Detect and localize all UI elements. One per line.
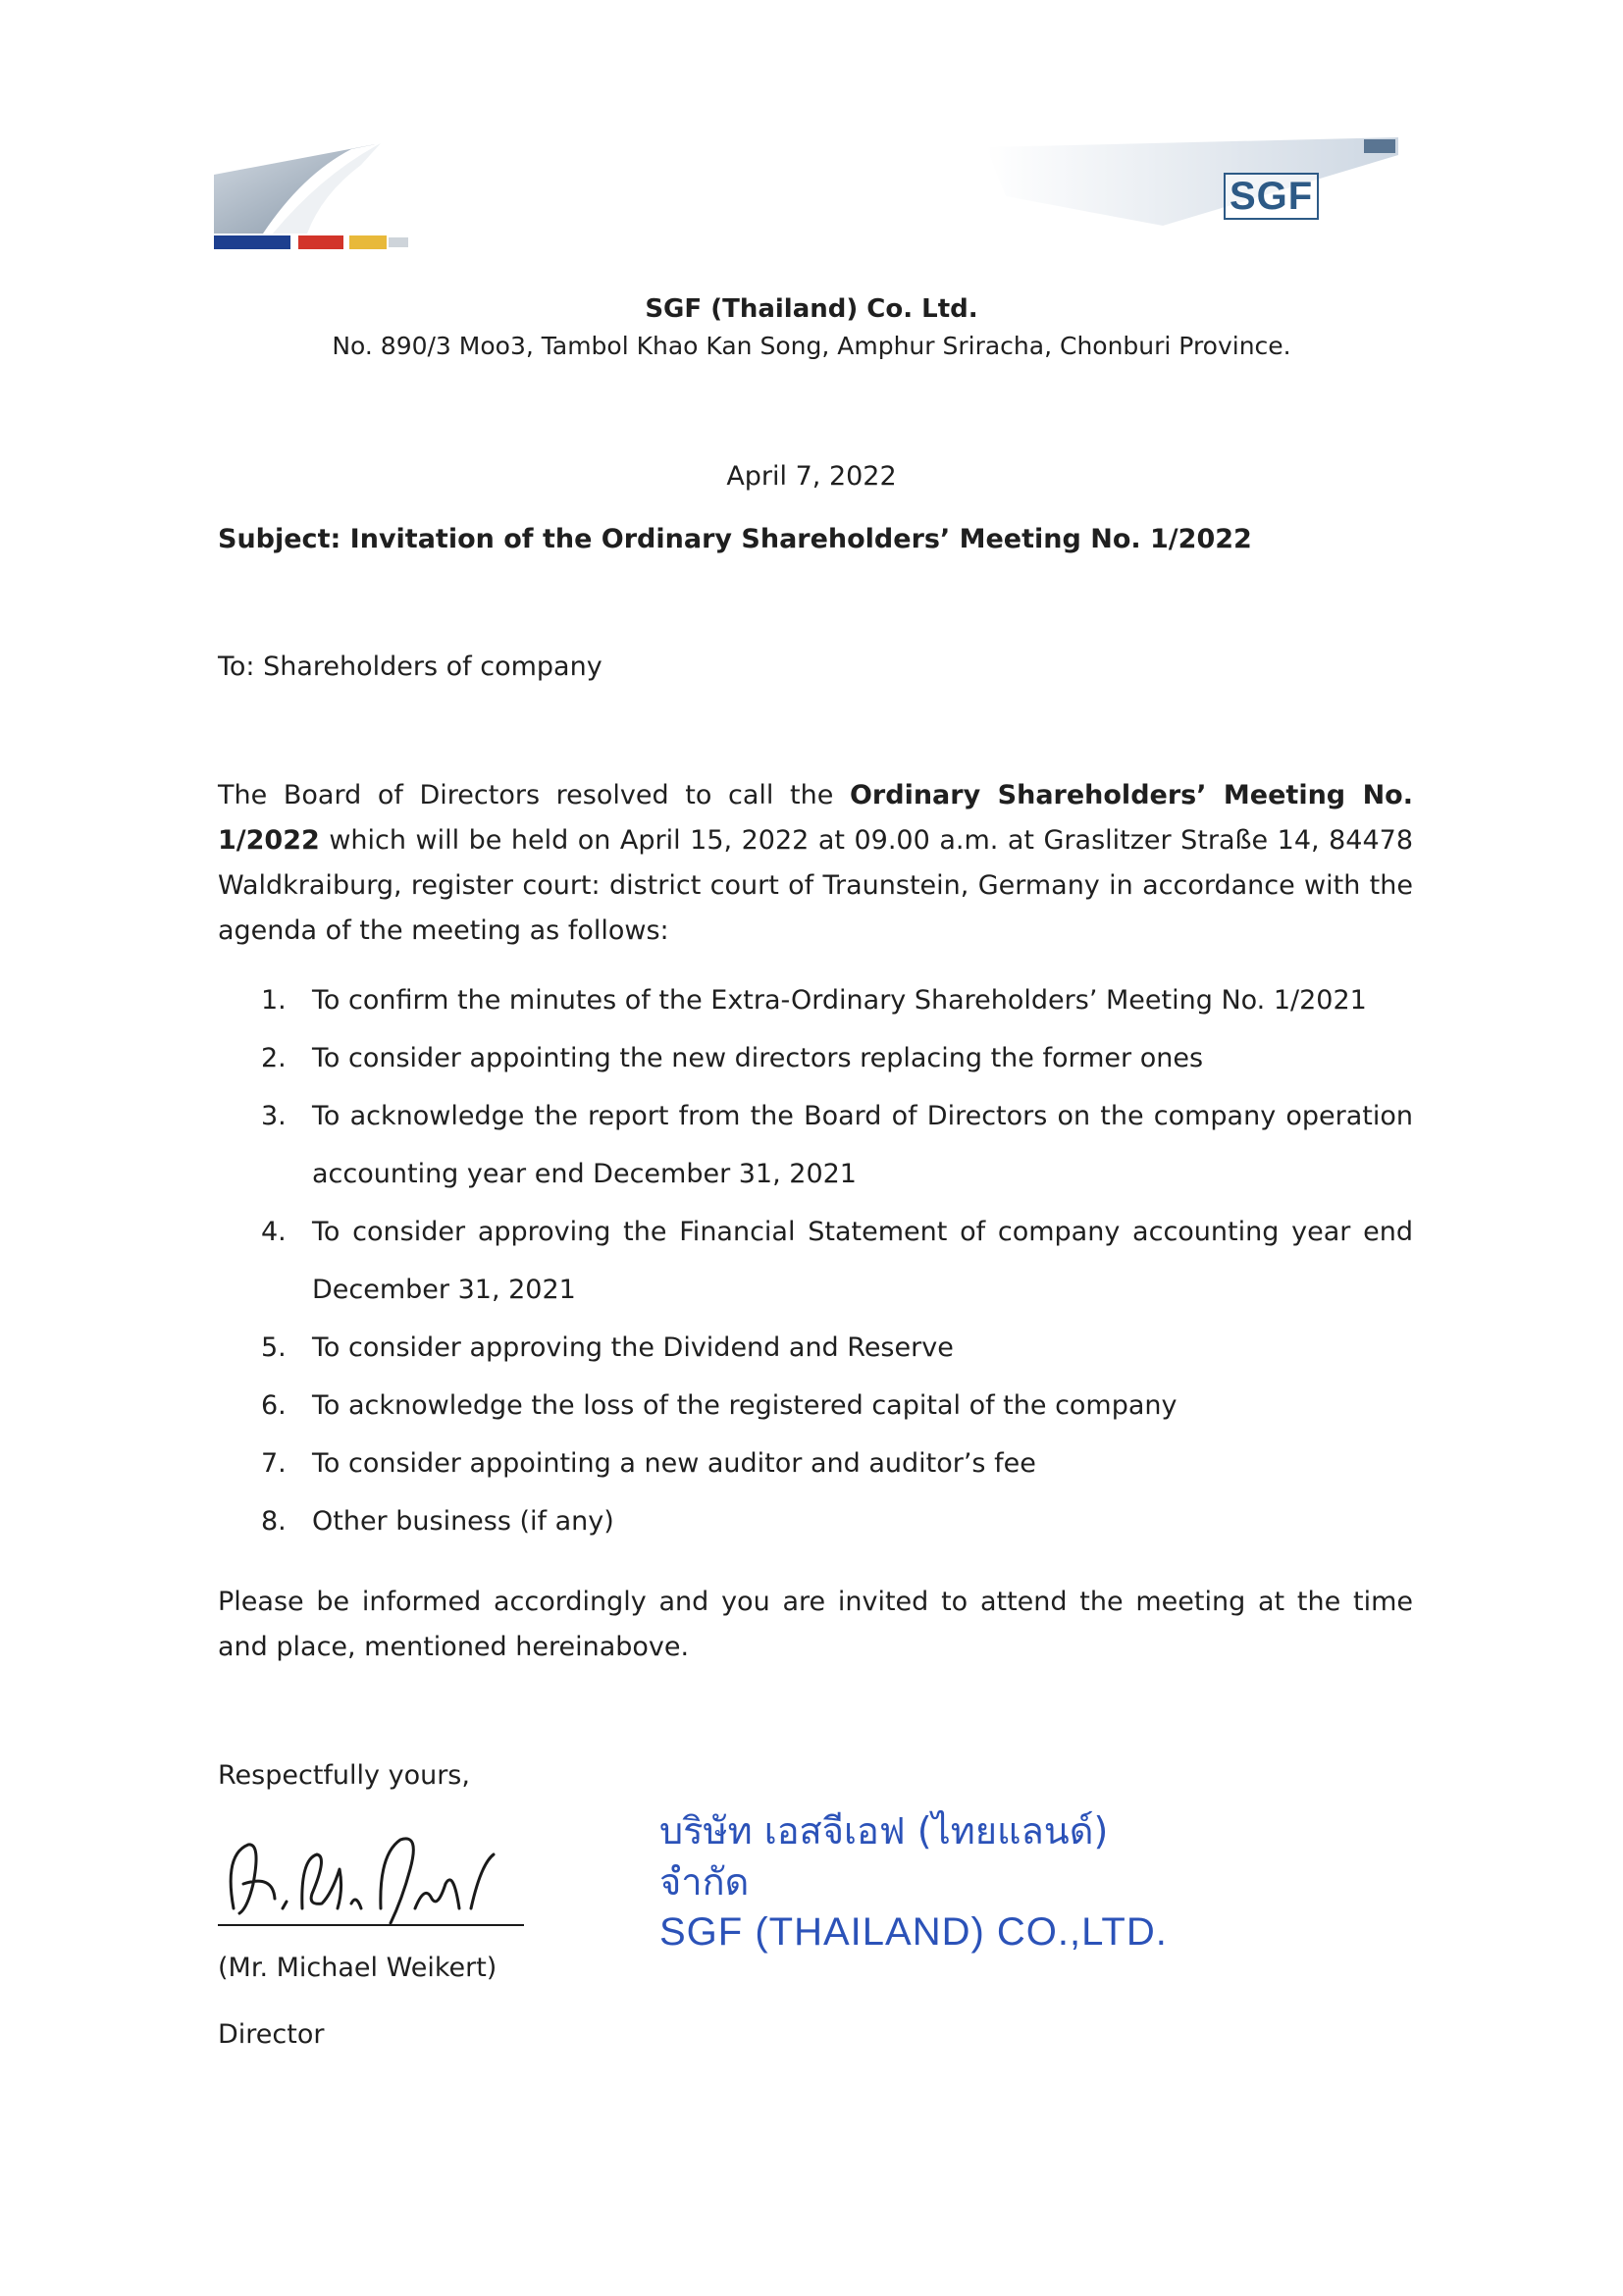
notice-text-after: which will be held on April 15, 2022 at 09.00 a.m. at Graslitzer Straße 14, 84478 Waldkraiburg, register court: district court of Traunstein, Germany in accordance with the agenda of the meeting as follows: <box>218 825 1413 946</box>
agenda-item <box>261 1435 1413 1492</box>
letter-date: April 7, 2022 <box>726 461 897 492</box>
agenda-item <box>261 971 1413 1029</box>
agenda-item <box>261 1377 1413 1435</box>
agenda-number: 5. <box>261 1332 287 1363</box>
sgf-right-logo <box>967 137 1408 255</box>
meeting-notice-paragraph <box>218 773 1413 954</box>
agenda-number: 6. <box>261 1390 287 1421</box>
company-name: SGF (Thailand) Co. Ltd. <box>645 294 978 324</box>
agenda-number: 2. <box>261 1043 287 1073</box>
notice-text-before: The Board of Directors resolved to call the <box>218 780 850 810</box>
letter-subject: Subject: Invitation of the Ordinary Shareholders’ Meeting No. 1/2022 <box>218 524 1252 554</box>
agenda-item <box>261 1319 1413 1377</box>
signer-title: Director <box>218 2019 325 2050</box>
agenda-list <box>261 971 1413 1550</box>
company-stamp <box>659 1805 1209 1957</box>
agenda-text: To acknowledge the report from the Board of Directors on the company operation accounting year end December 31, 2021 <box>312 1101 1413 1189</box>
agenda-text: To consider appointing a new auditor and auditor’s fee <box>312 1448 1036 1479</box>
signer-name: (Mr. Michael Weikert) <box>218 1953 497 1983</box>
closing-paragraph: Please be informed accordingly and you are invited to attend the meeting at the time and place, mentioned hereinabove. <box>218 1587 1413 1662</box>
handwritten-signature <box>214 1815 528 1933</box>
agenda-item <box>261 1203 1413 1319</box>
stamp-thai-text: บริษัท เอสจีเอฟ (ไทยแลนด์) จำกัด <box>659 1809 1109 1904</box>
agenda-item <box>261 1087 1413 1203</box>
agenda-number: 8. <box>261 1506 287 1537</box>
agenda-item <box>261 1492 1413 1550</box>
sgf-logo-text: SGF <box>1224 173 1319 220</box>
agenda-text: To consider approving the Financial Statement of company accounting year end December 31, 2021 <box>312 1217 1413 1305</box>
agenda-text: To consider appointing the new directors replacing the former ones <box>312 1043 1204 1073</box>
company-address: No. 890/3 Moo3, Tambol Khao Kan Song, Amphur Sriracha, Chonburi Province. <box>332 332 1291 360</box>
stamp-english-text: SGF (THAILAND) CO.,LTD. <box>659 1910 1168 1954</box>
sgf-swoosh-logo <box>214 135 440 253</box>
agenda-number: 1. <box>261 985 287 1016</box>
agenda-number: 7. <box>261 1448 287 1479</box>
notice-meeting-name: Ordinary Shareholders’ Meeting No. 1/2022 <box>218 780 1413 856</box>
letter-recipient: To: Shareholders of company <box>218 652 602 682</box>
agenda-text: To confirm the minutes of the Extra-Ordinary Shareholders’ Meeting No. 1/2021 <box>312 985 1367 1016</box>
agenda-text: Other business (if any) <box>312 1506 614 1537</box>
agenda-number: 4. <box>261 1217 287 1247</box>
agenda-item <box>261 1029 1413 1087</box>
agenda-text: To consider approving the Dividend and Reserve <box>312 1332 954 1363</box>
agenda-text: To acknowledge the loss of the registered capital of the company <box>312 1390 1178 1421</box>
closing-salutation: Respectfully yours, <box>218 1760 470 1791</box>
agenda-number: 3. <box>261 1101 287 1131</box>
